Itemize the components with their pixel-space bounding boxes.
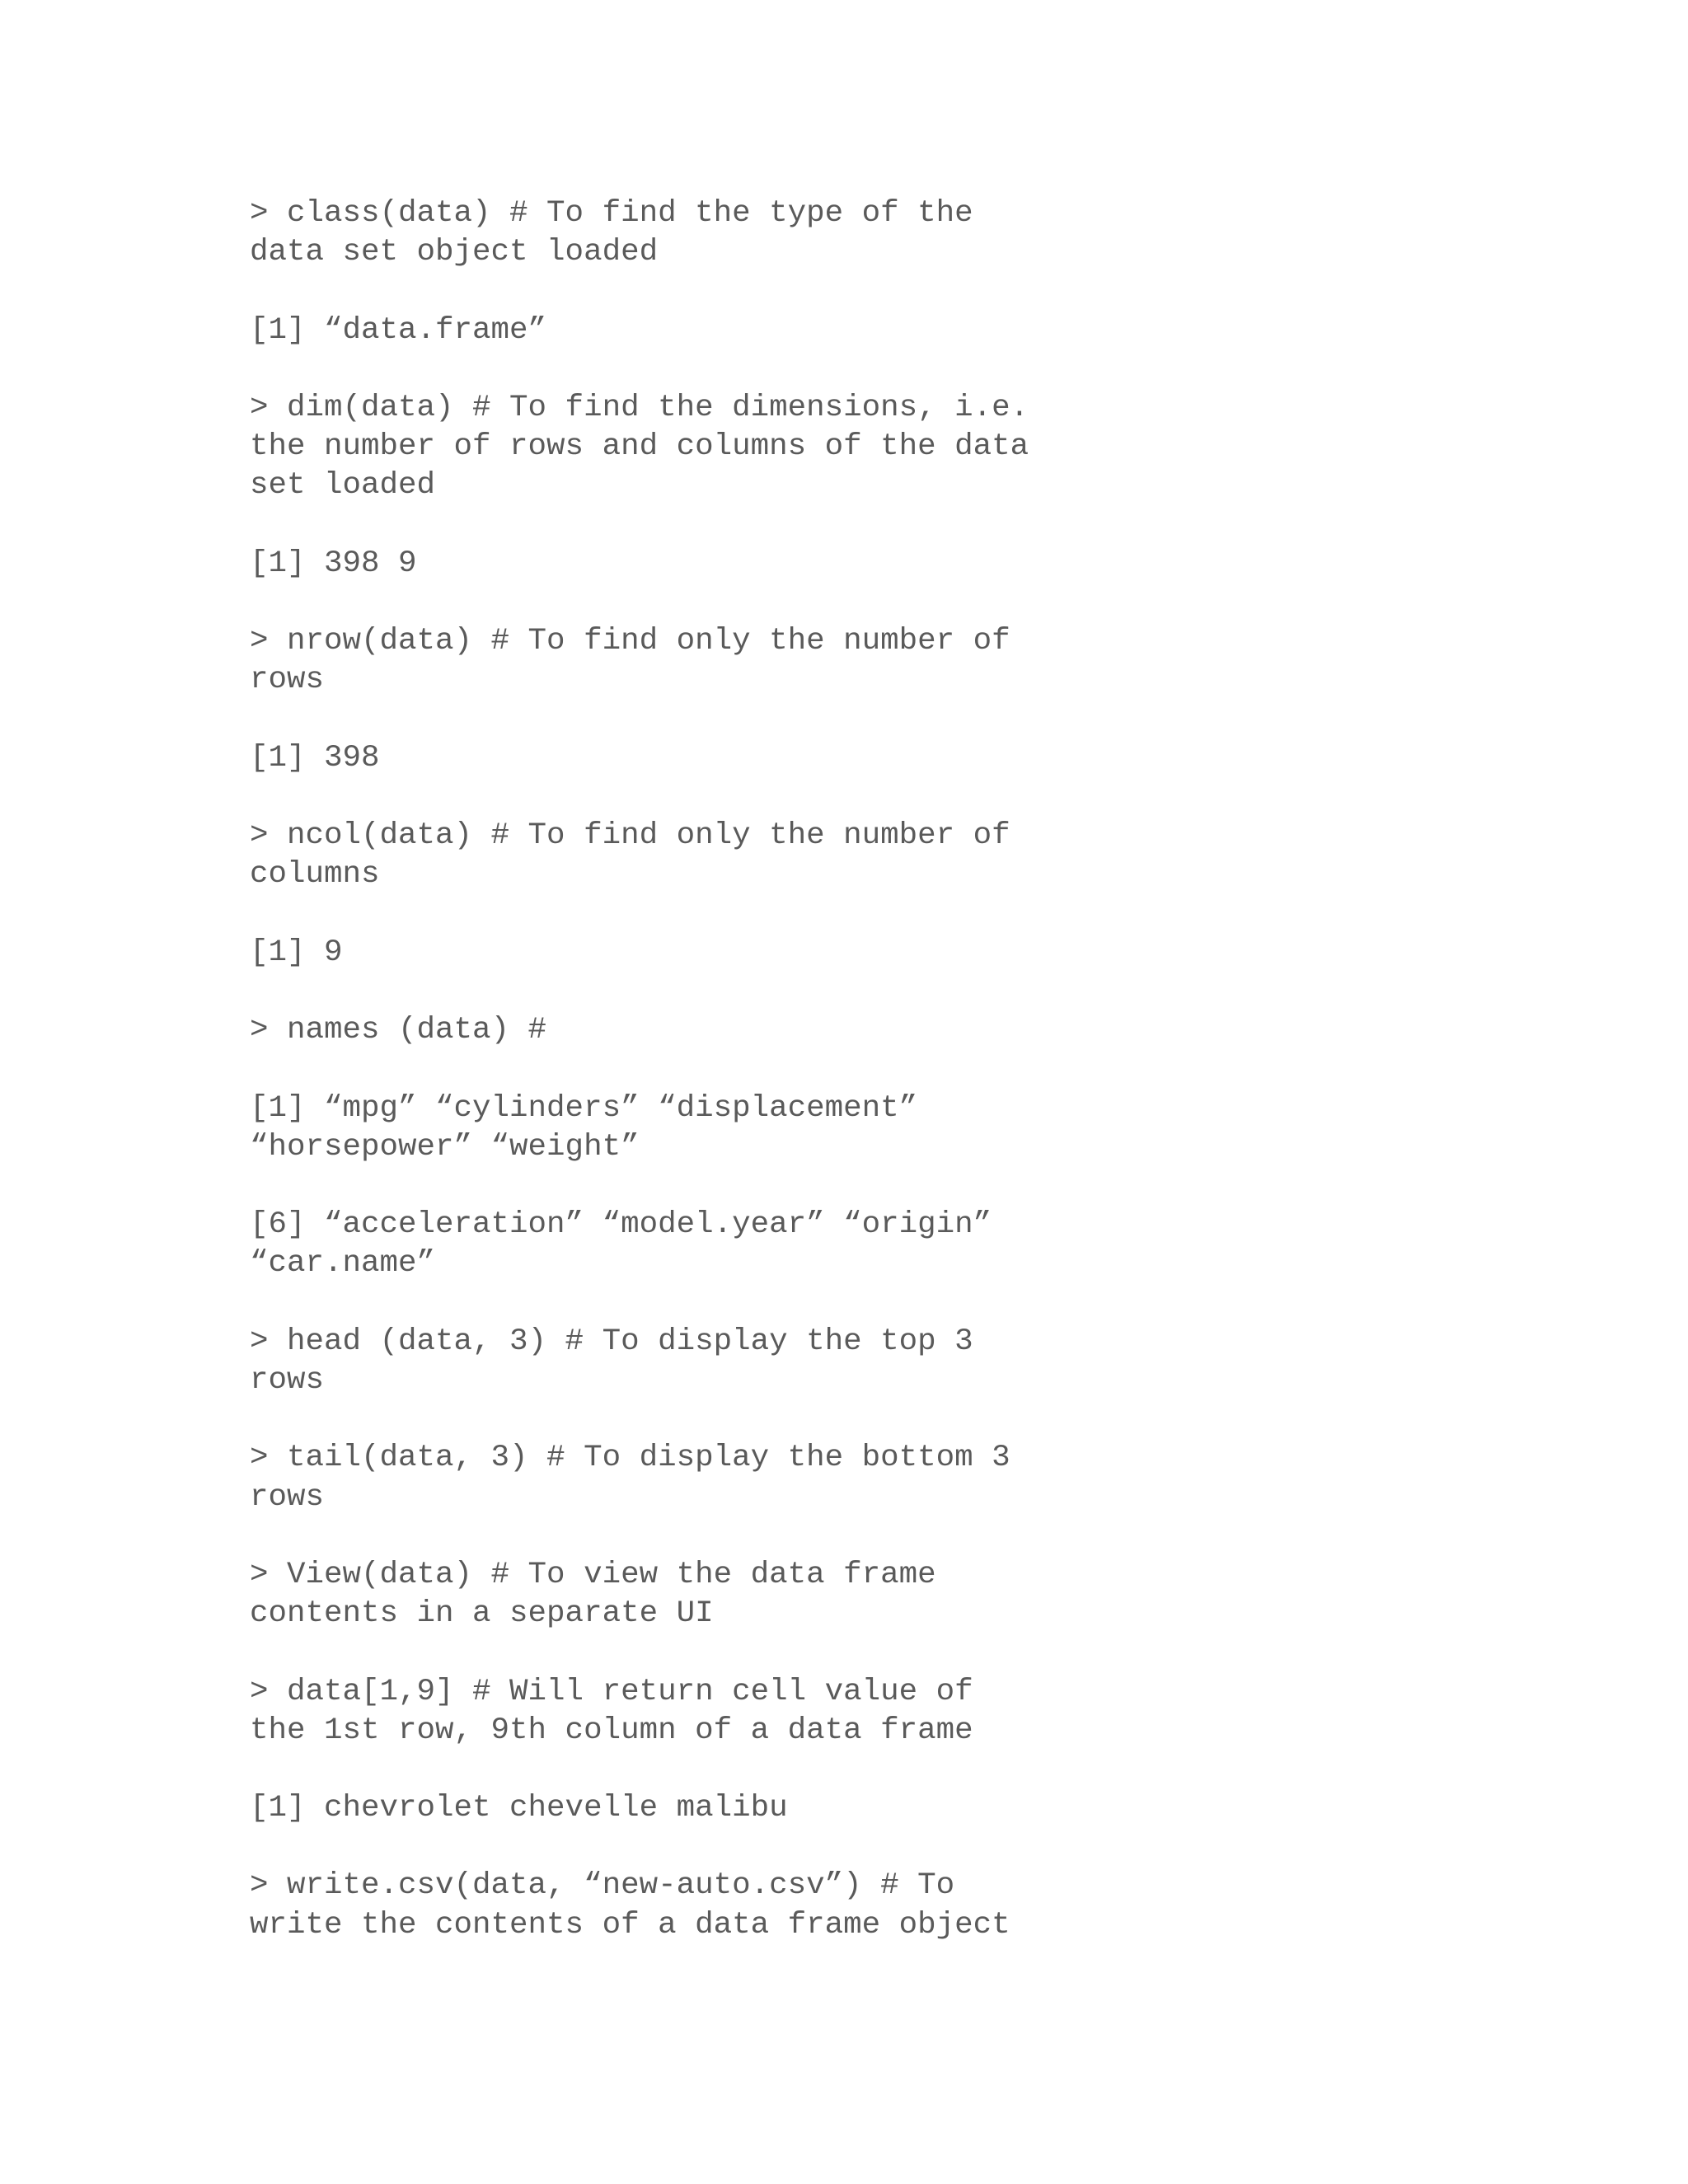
output-line: [1] “data.frame” (250, 312, 547, 348)
command-line: columns (250, 857, 380, 893)
output-block (250, 312, 1074, 350)
command-line: > data[1,9] # Will return cell value of (250, 1674, 973, 1709)
output-line: [1] chevrolet chevelle malibu (250, 1791, 788, 1826)
command-line: > View(data) # To view the data frame (250, 1557, 936, 1592)
command-block (250, 194, 1074, 272)
command-line: the number of rows and columns of the data (250, 429, 1029, 465)
command-block (250, 1673, 1074, 1750)
output-line: [1] 398 9 (250, 546, 417, 581)
command-line: > write.csv(data, “new-auto.csv”) # To (250, 1868, 955, 1904)
output-line: [6] “acceleration” “model.year” “origin” (250, 1207, 992, 1243)
command-block (250, 1556, 1074, 1633)
output-line: [1] “mpg” “cylinders” “displacement” (250, 1090, 918, 1126)
output-line: [1] 398 (250, 740, 380, 776)
output-block (250, 934, 1074, 972)
command-line: > tail(data, 3) # To display the bottom 3 (250, 1441, 1010, 1476)
command-block (250, 389, 1074, 506)
command-line: rows (250, 1479, 325, 1515)
command-line: set loaded (250, 468, 436, 504)
output-block (250, 1206, 1074, 1283)
command-block (250, 817, 1074, 894)
output-line: [1] 9 (250, 935, 343, 970)
output-block (250, 1789, 1074, 1828)
command-block (250, 1867, 1074, 1944)
command-line: > ncol(data) # To find only the number of (250, 818, 1010, 854)
command-line: rows (250, 663, 325, 698)
command-block (250, 622, 1074, 700)
output-block (250, 1090, 1074, 1167)
output-line: “car.name” (250, 1246, 436, 1282)
command-line: write the contents of a data frame object (250, 1907, 1010, 1943)
r-console-transcript (250, 194, 1074, 1984)
command-line: contents in a separate UI (250, 1596, 714, 1632)
output-line: “horsepower” “weight” (250, 1129, 640, 1165)
command-line: the 1st row, 9th column of a data frame (250, 1713, 973, 1748)
output-block (250, 545, 1074, 583)
command-line: > nrow(data) # To find only the number of (250, 624, 1010, 659)
command-line: > head (data, 3) # To display the top 3 (250, 1324, 973, 1359)
command-line: > dim(data) # To find the dimensions, i.e. (250, 390, 1029, 425)
command-block (250, 1323, 1074, 1400)
output-block (250, 739, 1074, 778)
command-line: > class(data) # To find the type of the (250, 196, 973, 231)
command-line: > names (data) # (250, 1013, 547, 1048)
command-line: data set object loaded (250, 235, 659, 270)
command-line: rows (250, 1362, 325, 1398)
command-block (250, 1439, 1074, 1516)
command-block (250, 1011, 1074, 1050)
